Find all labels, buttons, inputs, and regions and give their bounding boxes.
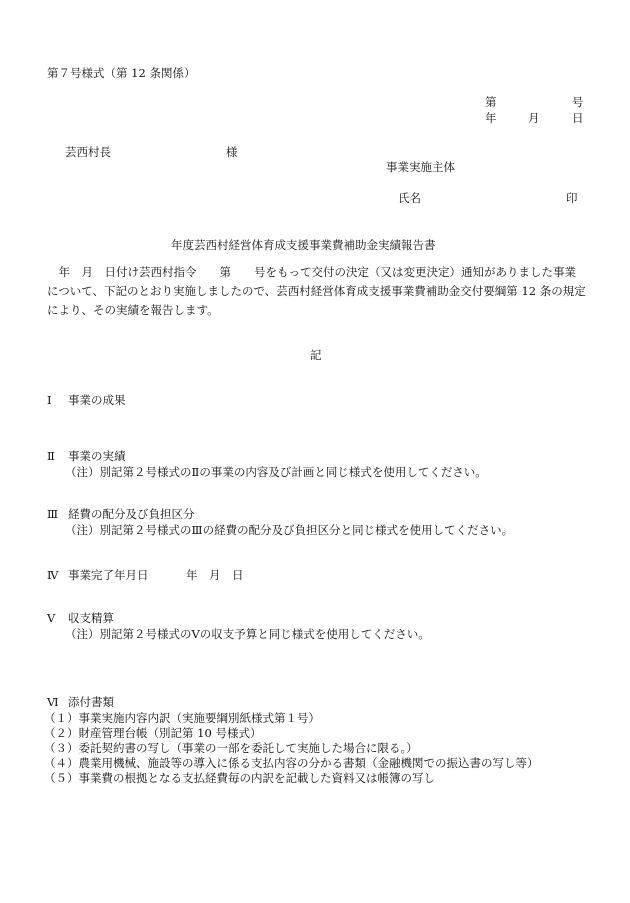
- attachment-item: （３）委託契約書の写し（事業の一部を委託して実施した場合に限る。）: [44, 741, 418, 755]
- section-5-numeral: Ⅴ: [47, 611, 56, 625]
- section-1-title: 事業の成果: [68, 393, 126, 407]
- section-2-numeral: Ⅱ: [47, 449, 55, 463]
- addressee-name: 芸西村長: [65, 145, 111, 159]
- date-month: 月: [528, 111, 540, 125]
- section-3-title: 経費の配分及び負担区分: [68, 507, 195, 521]
- section-4-numeral: Ⅳ: [47, 568, 59, 582]
- document-title: 年度芸西村経営体育成支援事業費補助金実績報告書: [171, 238, 436, 252]
- section-3-numeral: Ⅲ: [47, 507, 59, 521]
- attachment-item: （５）事業費の根拠となる支払経費毎の内訳を記載した資料又は帳簿の写し: [44, 771, 435, 785]
- body-paragraph: 年 月 日付け芸西村指令 第 号をもって交付の決定（又は変更決定）通知がありました事業について、下記のとおり実施しましたので、芸西村経営体育成支援事業費補助金交付要綱第 12 条の規定により、その実績を報告します。: [47, 265, 586, 317]
- number-suffix: 号: [572, 95, 584, 109]
- date-day: 日: [572, 111, 584, 125]
- seal-label: 印: [566, 191, 578, 205]
- number-label: 第: [485, 95, 497, 109]
- ki-mark: 記: [310, 348, 322, 362]
- applicant-name-label: 氏名: [398, 191, 421, 205]
- section-2-title: 事業の実績: [68, 449, 126, 463]
- section-5-title: 収支精算: [68, 611, 114, 625]
- section-2-note: （注）別記第２号様式のⅡの事業の内容及び計画と同じ様式を使用してください。: [65, 465, 487, 479]
- section-6-title: 添付書類: [68, 695, 114, 709]
- section-4-date: 年 月 日: [186, 568, 244, 582]
- section-1-numeral: Ⅰ: [47, 393, 52, 407]
- date-year: 年: [485, 111, 497, 125]
- section-4-title: 事業完了年月日: [68, 568, 149, 582]
- section-5-note: （注）別記第２号様式のⅤの収支予算と同じ様式を使用してください。: [65, 627, 430, 641]
- attachment-item: （１）事業実施内容内訳（実施要綱別紙様式第１号）: [44, 711, 320, 725]
- form-number: 第７号様式（第 12 条関係）: [47, 66, 196, 80]
- section-3-note: （注）別記第２号様式のⅢの経費の配分及び負担区分と同じ様式を使用してください。: [65, 523, 514, 537]
- attachment-item: （２）財産管理台帳（別記第 10 号様式）: [44, 726, 262, 740]
- attachment-item: （４）農業用機械、施設等の導入に係る支払内容の分かる書類（金融機関での振込書の写し等）: [44, 756, 539, 770]
- addressee-honorific: 様: [226, 145, 238, 159]
- section-6-numeral: Ⅵ: [47, 695, 59, 709]
- applicant-entity-label: 事業実施主体: [386, 160, 455, 174]
